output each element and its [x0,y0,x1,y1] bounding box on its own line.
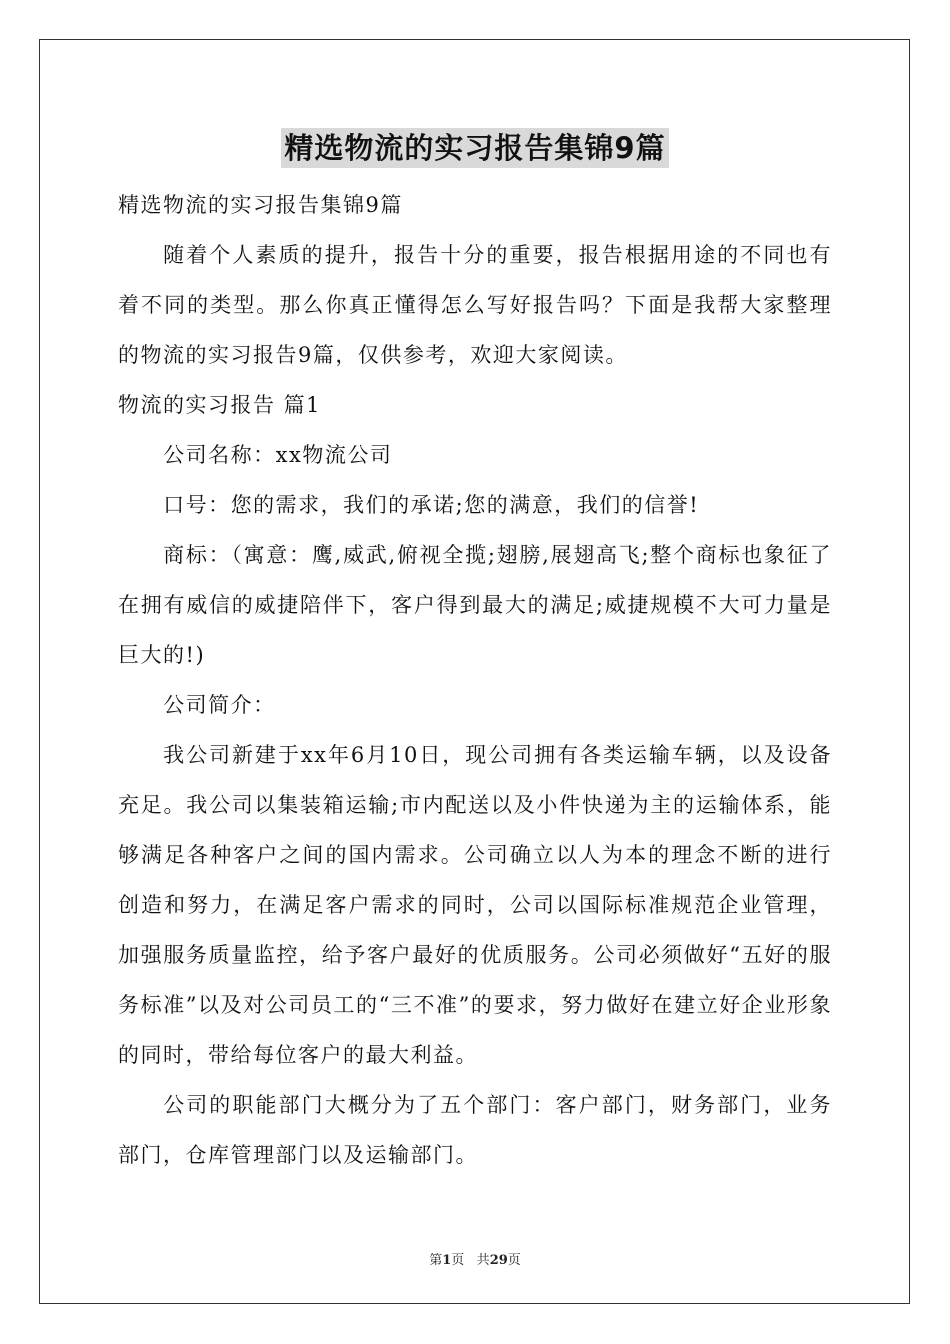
document-title [0,128,950,168]
paragraph: 我公司新建于xx年6月10日，现公司拥有各类运输车辆，以及设备充足。我公司以集装箱运输;市内配送以及小件快递为主的运输体系，能够满足各种客户之间的国内需求。公司确立以人为本的理念不断的进行创造和努力，在满足客户需求的同时，公司以国际标准规范企业管理，加强服务质量监控，给予客户最好的优质服务。公司必须做好“五好的服务标准”以及对公司员工的“三不准”的要求，努力做好在建立好企业形象的同时，带给每位客户的最大利益。 [118,743,832,1067]
footer-page-prefix: 第 [429,1253,443,1268]
paragraph: 公司的职能部门大概分为了五个部门：客户部门，财务部门，业务部门，仓库管理部门以及运输部门。 [118,1093,832,1167]
footer-page-suffix: 页 [451,1253,465,1268]
document-body [118,180,832,1180]
paragraph: 公司简介： [163,693,276,717]
paragraph: 口号：您的需求，我们的承诺;您的满意，我们的信誉! [163,493,700,517]
page-footer [0,1249,950,1268]
footer-total-pages: 29 [489,1253,508,1268]
footer-total-suffix: 页 [507,1253,521,1268]
paragraph: 公司名称：xx物流公司 [163,443,393,467]
paragraph: 物流的实习报告 篇1 [118,393,322,417]
paragraph: 随着个人素质的提升，报告十分的重要，报告根据用途的不同也有着不同的类型。那么你真正懂得怎么写好报告吗？下面是我帮大家整理的物流的实习报告9篇，仅供参考，欢迎大家阅读。 [118,243,832,367]
paragraph: 商标：（寓意：鹰,威武,俯视全揽;翅膀,展翅高飞;整个商标也象征了在拥有威信的威捷陪伴下，客户得到最大的满足;威捷规模不大可力量是巨大的!) [118,543,832,667]
paragraph: 精选物流的实习报告集锦9篇 [118,193,403,217]
document-title-text: 精选物流的实习报告集锦9篇 [281,128,668,168]
footer-page-number: 1 [442,1253,452,1268]
footer-total-prefix: 共 [476,1253,490,1268]
